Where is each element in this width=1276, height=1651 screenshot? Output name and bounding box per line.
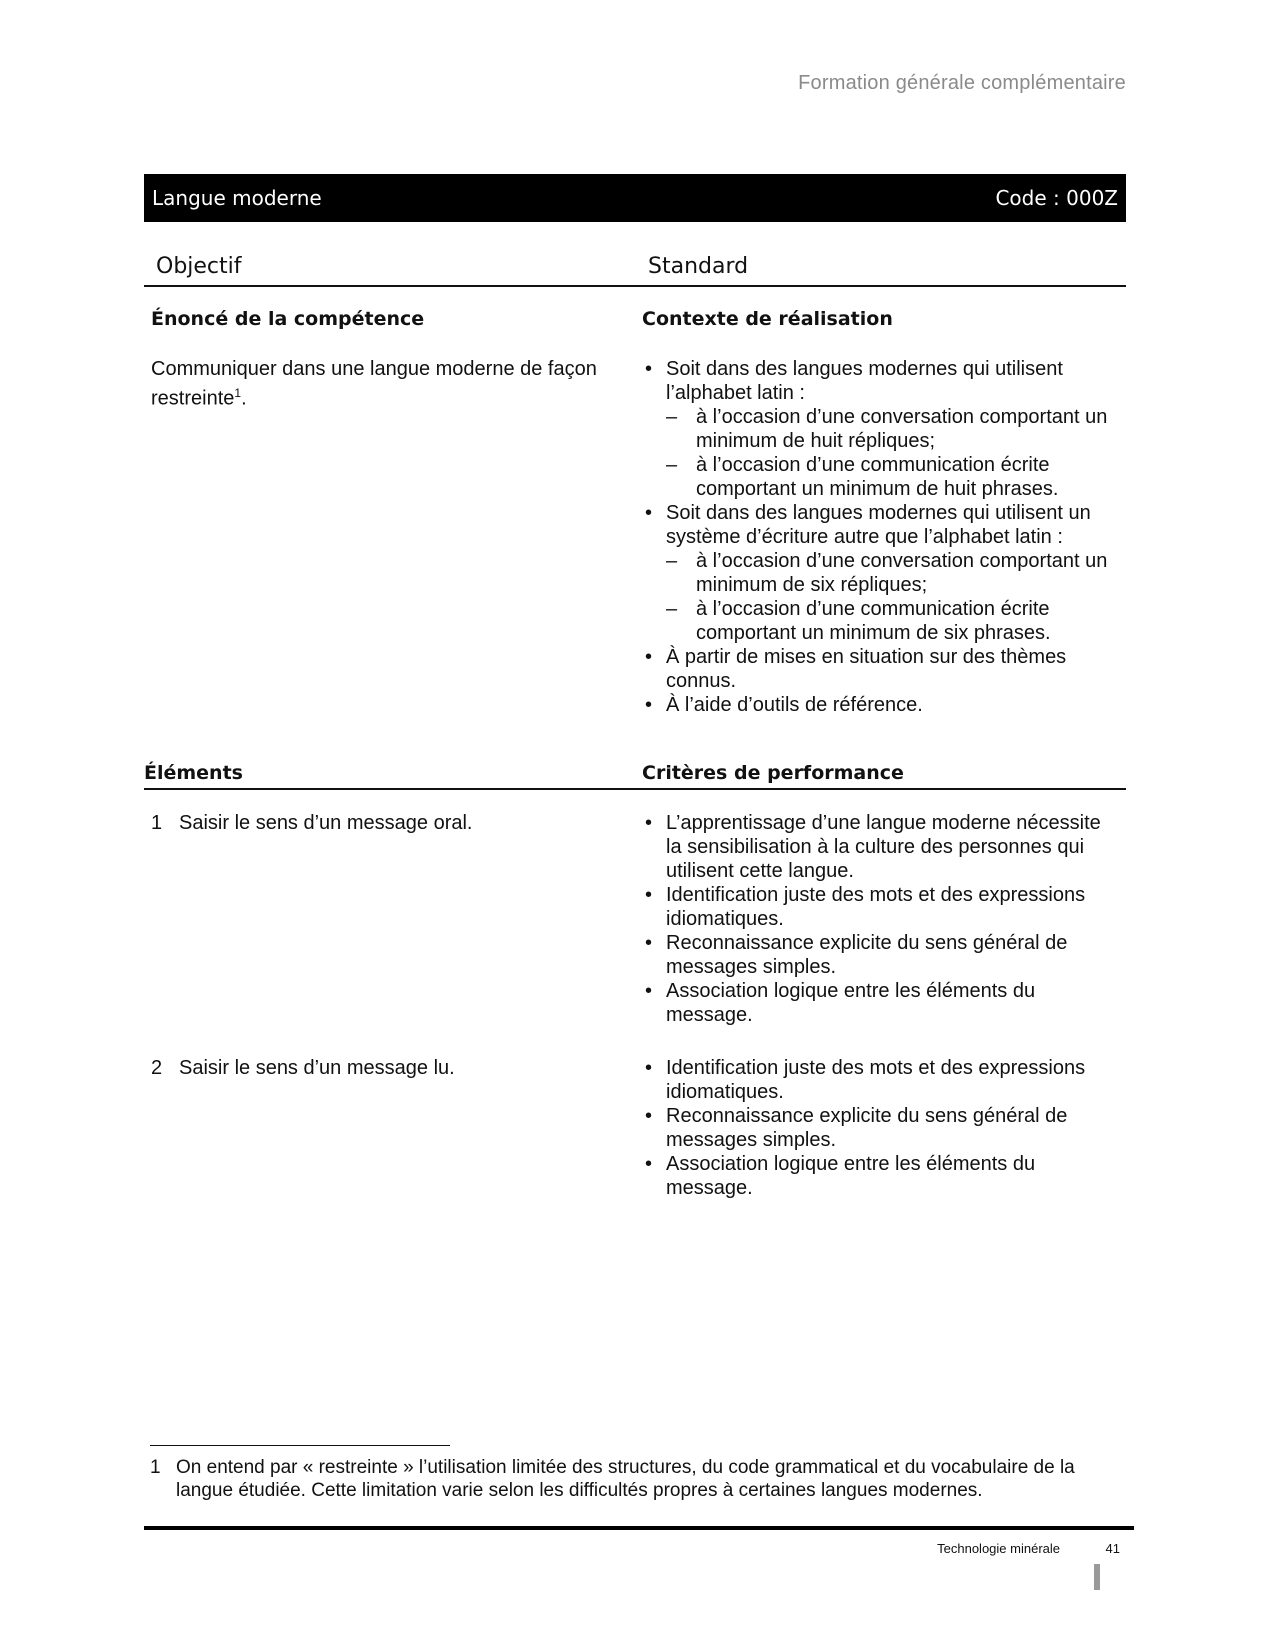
context-item: • Soit dans des langues modernes qui utilisent l’alphabet latin : – à l’occasion d’une conversation comportant un minimum de huit répliques; – à l’occasion d’une communication écrite comportant un minimum de huit phrases. [642, 357, 1112, 501]
running-header: Formation générale complémentaire [798, 72, 1126, 94]
standard-heading: Standard [648, 254, 749, 279]
criterion-item: • Reconnaissance explicite du sens général de messages simples. [642, 1104, 1112, 1152]
element-number: 1 [151, 812, 163, 834]
course-name: Langue moderne [152, 186, 322, 210]
criterion-item: • Reconnaissance explicite du sens général de messages simples. [642, 931, 1112, 979]
context-item: • À partir de mises en situation sur des thèmes connus. [642, 645, 1112, 693]
criteria-list [642, 811, 1112, 1027]
footer-rule [144, 1526, 1134, 1530]
footnote [150, 1456, 1126, 1502]
criterion-item: • Identification juste des mots et des expressions idiomatiques. [642, 1056, 1112, 1104]
criterion-item: • Identification juste des mots et des expressions idiomatiques. [642, 883, 1112, 931]
context-item: • Soit dans des langues modernes qui utilisent un système d’écriture autre que l’alphabet latin : – à l’occasion d’une conversation comportant un minimum de six répliques; – à l’occasion d’une communication écrite comportant un minimum de six phrases. [642, 501, 1112, 645]
footnote-number: 1 [150, 1457, 161, 1478]
context-item: • À l’aide d’outils de référence. [642, 693, 1112, 717]
context-subitem: – à l’occasion d’une communication écrite comportant un minimum de six phrases. [666, 597, 1112, 645]
criterion-item: • Association logique entre les éléments du message. [642, 979, 1112, 1027]
footer-program: Technologie minérale [937, 1541, 1060, 1556]
footnote-ref: 1 [234, 386, 242, 400]
elements-heading-rule [144, 788, 1126, 790]
element-label: Saisir le sens d’un message oral. [179, 812, 473, 834]
criteria-heading: Critères de performance [642, 762, 904, 784]
footnote-text: On entend par « restreinte » l’utilisation limitée des structures, du code grammatical et du vocabulaire de la langue étudiée. Cette limitation varie selon les difficultés propres à certaines langues modernes. [176, 1457, 1075, 1501]
footnote-separator [150, 1445, 450, 1446]
element-row [151, 1056, 455, 1080]
elements-heading: Éléments [144, 762, 243, 784]
context-subitem: – à l’occasion d’une communication écrite comportant un minimum de huit phrases. [666, 453, 1112, 501]
element-number: 2 [151, 1057, 163, 1079]
context-subitem: – à l’occasion d’une conversation comportant un minimum de six répliques; [666, 549, 1112, 597]
criteria-list [642, 1056, 1112, 1200]
criterion-item: • Association logique entre les éléments du message. [642, 1152, 1112, 1200]
column-heading-rule [144, 285, 1126, 287]
page-marker [1094, 1564, 1100, 1590]
context-list [642, 357, 1112, 717]
objectif-heading: Objectif [156, 254, 242, 279]
element-row [151, 811, 472, 835]
criterion-item: • L’apprentissage d’une langue moderne nécessite la sensibilisation à la culture des personnes qui utilisent cette langue. [642, 811, 1112, 883]
page-number: 41 [1105, 1541, 1120, 1556]
context-heading: Contexte de réalisation [642, 308, 893, 330]
competence-statement: Communiquer dans une langue moderne de façon restreinte$^1$. [151, 358, 597, 410]
competence-heading: Énoncé de la compétence [151, 308, 425, 330]
course-title-bar [144, 174, 1126, 222]
context-subitem: – à l’occasion d’une conversation comportant un minimum de huit répliques; [666, 405, 1112, 453]
course-code: Code : 000Z [995, 186, 1118, 210]
element-label: Saisir le sens d’un message lu. [179, 1057, 455, 1079]
